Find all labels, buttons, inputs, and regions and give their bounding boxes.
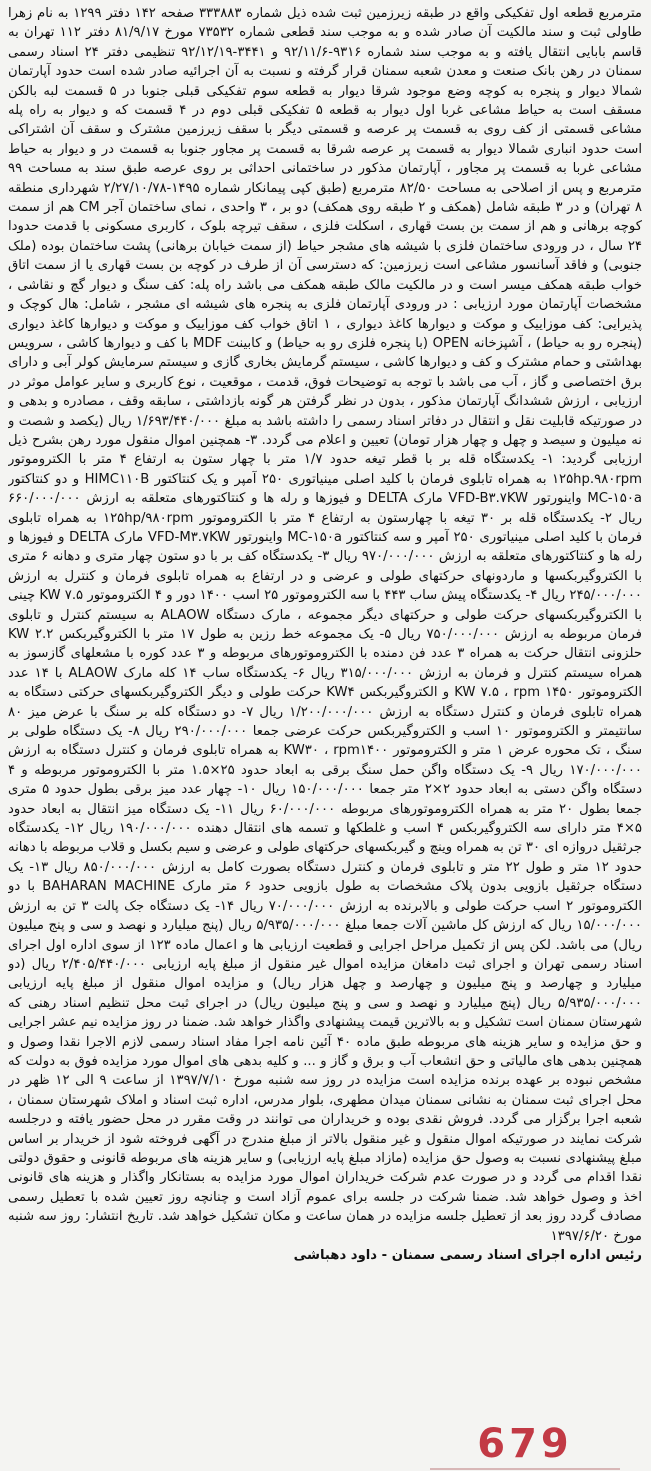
handwritten-number-stamp [430,1420,620,1470]
stamp-number: 679 [477,1421,573,1467]
auction-notice [8,4,642,1414]
notice-body: مترمربع قطعه اول تفکیکی واقع در طبقه زیرزمین ثبت شده ذیل شماره ۳۳۳۸۸۳ صفحه ۱۴۲ دفتر ۱۲۹۹ به نام زهرا طاولی ثبت و سند مالکیت آن صادر شده و به موجب سند قطعی شماره ۷۳۵۳۲ مورخ ۸۱/۹/۱۷ دفتر ۱۱۲ تهران به قاسم بابایی انتقال یافته و به موجب سند شماره ۹۳۱۶-۹۲/۱۱/۶ و ۳۴۴۱-۹۲/۱۲/۱۹ تنظیمی دفتر ۲۴ اسناد رسمی سمنان در رهن بانک صنعت و معدن شعبه سمنان قرار گرفته و نسبت به آن اجرائیه صادر شده است حدود آپارتمان شمالا دیوار و پنجره به کوچه وضع موجود شرقا دیوار به قطعه سوم تفکیکی قبلی جنوبا در ۵ قسمت لبه بالکن مسقف است به حیاط مشاعی غربا اول دیوار به قطعه ۵ تفکیکی قبلی دوم در ۴ قسمت که و دیوار به راه پله مشاعی قسمتی از کف روی به قسمت پر عرصه و قسمتی دیگر با سقف زیرزمین مشترک و سقف آن اشتراکی است حدود انباری شمالا دیوار به قسمت پر عرصه شرقا به قسمت پر مجاور جنوبا به قسمت در و دیوار به حیاط مشاعی غربا به قسمت پر مجاور ، آپارتمان مذکور در ساختمانی احداثی بر روی عرصه طبق سند به مساحت ۹۹ مترمربع و پس از اصلاحی به مساحت ۸۲/۵۰ مترمربع (طبق کپی پیمانکار شماره ۱۴۹۵-۲/۲۷/۱۰/۷۸ شهرداری منطقه ۸ تهران) و در ۳ طبقه شامل (همکف و ۲ طبقه روی همکف) دو بر ، ۳ واحدی ، نمای ساختمان آجر CM هم از سمت کوچه برهانی و هم از سمت بن بست قهاری ، اسکلت فلزی ، سقف تیرچه بلوک ، کاربری مسکونی با قدمت حدودا ۲۴ سال ، در ورودی ساختمان فلزی با شیشه های مشجر حیاط (از سمت خیابان برهانی) پشت ساختمان بوده (ملک جنوبی) و فاقد آسانسور مشاعی است زیرزمین: که دسترسی آن از طرف در کوچه بن بست قهاری یا از سمت اتاق خواب طبقه همکف میسر است و در مالکیت مالک طبقه همکف می باشد راه پله: کف سنگ و دیوار گچ و نقاشی ، مشخصات آپارتمان مورد ارزیابی : در ورودی آپارتمان فلزی به پنجره های شیشه ای مشجر ، شامل: هال کوچک و پذیرایی: کف موزاییک و موکت و دیوارها کاغذ دیواری ، ۱ اتاق خواب کف موزاییک و موکت و دیوارها کاغذ دیواری (پنجره رو به حیاط) ، آشپزخانه OPEN (با پنجره فلزی رو به حیاط) و کابینت MDF با کف و دیوارها کاشی ، سرویس بهداشتی و حمام مشترک و کف و دیوارها کاشی ، سیستم گرمایش بخاری گازی و سیستم سرمایش کولر آبی و دارای برق اختصاصی و گاز ، آب می باشد با توجه به توضیحات فوق، قدمت ، موقعیت ، نوع کاربری و سایر عوامل موثر در ارزیابی ، ارزش ششدانگ آپارتمان مذکور ، بدون در نظر گرفتن هر گونه بازداشتی ، سابقه وقف ، مصادره و بدهی و در صورتیکه قابلیت نقل و انتقال در دفاتر اسناد رسمی را داشته باشد به مبلغ ۱/۶۹۳/۴۴۰/۰۰۰ ریال (یکصد و شصت و نه میلیون و سیصد و چهل و چهار هزار تومان) تعیین و اعلام می گردد. ۳- همچنین اموال منقول مورد رهن بشرح ذیل ارزیابی گردید: ۱- یکدستگاه قله بر با قطر تیغه حدود ۱/۷ متر با چهار ستون به ارتفاع ۴ متر با الکتروموتور ۱۲۵hp.۹۸۰rpm به همراه تابلوی فرمان با کلید اصلی مینیاتوری ۲۵۰ آمپر و یک کنتاکتور HIMC۱۱۰B و دو کنتاکتور MC-۱۵۰a واینورتور VFD-B۳.۷KW مارک DELTA و فیوزها و رله ها و کنتاکتورهای متعلقه به ارزش ۶۶۰/۰۰۰/۰۰۰ ریال ۲- یکدستگاه قله بر ۳۰ تیغه با چهارستون به ارتفاع ۴ متر با الکتروموتور ۱۲۵hp/۹۸۰rpm به همراه تابلوی فرمان با کلید اصلی مینیاتوری ۲۵۰ آمپر و سه کنتاکتور MC-۱۵۰a واینورتور VFD-M۳.۷KW مارک DELTA و فیوزها و رله ها و کنتاکتورهای متعلقه به ارزش ۹۷۰/۰۰۰/۰۰۰ ریال ۳- یکدستگاه کف بر با دو ستون چهار متری و دهانه ۶ متری با الکتروگیربکسها و ماردونهای حرکتهای طولی و عرضی و در ارتفاع به همراه تابلوی فرمان و کنترل به ارزش ۲۴۵/۰۰۰/۰۰۰ ریال ۴- یکدستگاه پیش ساب ۴۴۳ با سه الکتروموتور ۲۵ اسب ۱۴۰۰ دور و ۴ الکتروموتور KW ۷.۵ چینی با الکتروگیربکسهای حرکت طولی و حرکتهای دیگر مجموعه ، مارک دستگاه ALAOW به سیستم کنترل و تابلوی فرمان مربوطه به ارزش ۷۵۰/۰۰۰/۰۰۰ ریال ۵- یک مجموعه خط رزین به طول ۱۷ متر با الکتروگیربکس KW ۲.۲ حلزونی انتقال حرکت به همراه ۳ عدد فن دمنده با الکتروموتورهای مربوطه و ۳ عدد کوره با مشعلهای گازسوز به همراه سیستم کنترل و فرمان به ارزش ۳۱۵/۰۰۰/۰۰۰ ریال ۶- یکدستگاه ساب ۱۴ کله مارک ALAOW با ۱۴ عدد الکتروموتور KW ۷.۵ ، rpm ۱۴۵۰ و الکتروگیربکس KW۴ حرکت طولی و دیگر الکتروگیربکسهای حرکتی دستگاه به همراه تابلوی فرمان و کنترل دستگاه به ارزش ۱/۲۰۰/۰۰۰/۰۰۰ ریال ۷- دو دستگاه کله بر سنگ با عرض میز ۸۰ سانتیمتر و الکتروموتور ۱۰ اسب و الکتروگیربکس حرکت عرضی جمعا ۲۹۰/۰۰۰/۰۰۰ ریال ۸- یک دستگاه طولی بر سنگ ، تک محوره عرض ۱ متر و الکتروموتور KW۳۰ ، rpm۱۴۰۰ به همراه تابلوی فرمان و کنترل دستگاه به ارزش ۱۷۰/۰۰۰/۰۰۰ ریال ۹- یک دستگاه واگن حمل سنگ برقی به ابعاد حدود ۲۵×۱.۵ متر با الکتروموتور مربوطه و ۴ دستگاه واگن دستی به ابعاد حدود ۲×۲ متر جمعا ۱۵۰/۰۰۰/۰۰۰ ریال ۱۰- چهار عدد میز برقی بطول حدود ۵ متری جمعا بطول ۲۰ متر به همراه الکتروموتورهای مربوطه ۶۰/۰۰۰/۰۰۰ ریال ۱۱- یک دستگاه میز انتقال به ابعاد حدود ۵×۴ متر دارای سه الکتروگیربکس ۴ اسب و غلطکها و تسمه های انتقال دهنده ۱۹۰/۰۰۰/۰۰۰ ریال ۱۲- یکدستگاه جرثقیل دروازه ای ۳۰ تن به همراه وینچ و گیربکسهای حرکتهای طولی و عرضی و سیم بکسل و قلاب مربوطه با دهانه حدود ۱۲ متر و طول ۲۲ متر و تابلوی فرمان و کنترل دستگاه بصورت کامل به ارزش ۸۵۰/۰۰۰/۰۰۰ ریال ۱۳- یک دستگاه جرثقیل بازویی بدون پلاک مشخصات به طول بازویی حدود ۶ متر مارک BAHARAN MACHINE با دو الکتروموتور ۲ اسب حرکت طولی و بالابرنده به ارزش ۷۰/۰۰۰/۰۰۰ ریال ۱۴- یک دستگاه جک پالت ۳ تن به ارزش ۱۵/۰۰۰/۰۰۰ ریال که ارزش کل ماشین آلات جمعا مبلغ ۵/۹۳۵/۰۰۰/۰۰۰ ریال (پنج میلیارد و نهصد و سی و پنج میلیون ریال) می باشد. لکن پس از تکمیل مراحل اجرایی و قطعیت ارزیابی ها و اعمال ماده ۱۲۳ از سوی اداره اول اجرای اسناد رسمی تهران و اجرای ثبت دامغان مزایده اموال غیر منقول از مبلغ پایه ارزیابی ۲/۴۰۵/۴۴۰/۰۰۰ ریال (دو میلیارد و چهارصد و پنج میلیون و چهارصد و چهل هزار ریال) و مزایده اموال منقول از مبلغ پایه ارزیابی ۵/۹۳۵/۰۰۰/۰۰۰ ریال (پنج میلیارد و نهصد و سی و پنج میلیون ریال) در اجرای ثبت محل تنظیم اسناد رهنی که شهرستان سمنان است تشکیل و به بالاترین قیمت پیشنهادی واگذار خواهد شد. ضمنا در روز مزایده نیم عشر اجرایی و حق مزایده و سایر هزینه های مربوطه طبق ماده ۴۰ آئین نامه اجرا مفاد اسناد رسمی لازم الاجرا نقدا وصول و همچنین بدهی های مالیاتی و حق انشعاب آب و برق و گاز و ... و کلیه بدهی های اموال مورد مزایده فوق به دولت که مشخص نبوده بر عهده برنده مزایده است مزایده در روز سه شنبه مورخ ۱۳۹۷/۷/۱۰ از ساعت ۹ الی ۱۲ ظهر در محل اجرای ثبت سمنان به نشانی سمنان میدان مطهری، بلوار مدرس، اداره ثبت اسناد و املاک شهرستان سمنان ، شعبه اجرا برگزار می گردد. فروش نقدی بوده و خریداران می توانند در وقت مقرر در محل حضور یافته و درجلسه شرکت نمایند در صورتیکه اموال منقول و غیر منقول بالاتر از مبلغ مندرج در آگهی فروخته شود از خریدار بر اساس مبلغ پیشنهادی نسبت به وصول حق مزایده (مازاد مبلغ پایه ارزیابی) و سایر هزینه های مربوطه قانونی و حقوق دولتی نقدا اقدام می گردد و در صورت عدم شرکت خریداران اموال مورد مزایده به بستانکار واگذار و هزینه های قانونی اخذ و وصول خواهد شد. ضمنا شرکت در جلسه برای عموم آزاد است و چنانچه روز تعیین شده با تعطیل رسمی مصادف گردد روز بعد از تعطیل جلسه مزایده در همان ساعت و مکان تشکیل خواهد شد. تاریخ انتشار: روز سه شنبه مورخ ۱۳۹۷/۶/۲۰ [8,6,642,1244]
notice-signature: رئیس اداره اجرای اسناد رسمی سمنان - داود دهباشی [293,1248,642,1263]
